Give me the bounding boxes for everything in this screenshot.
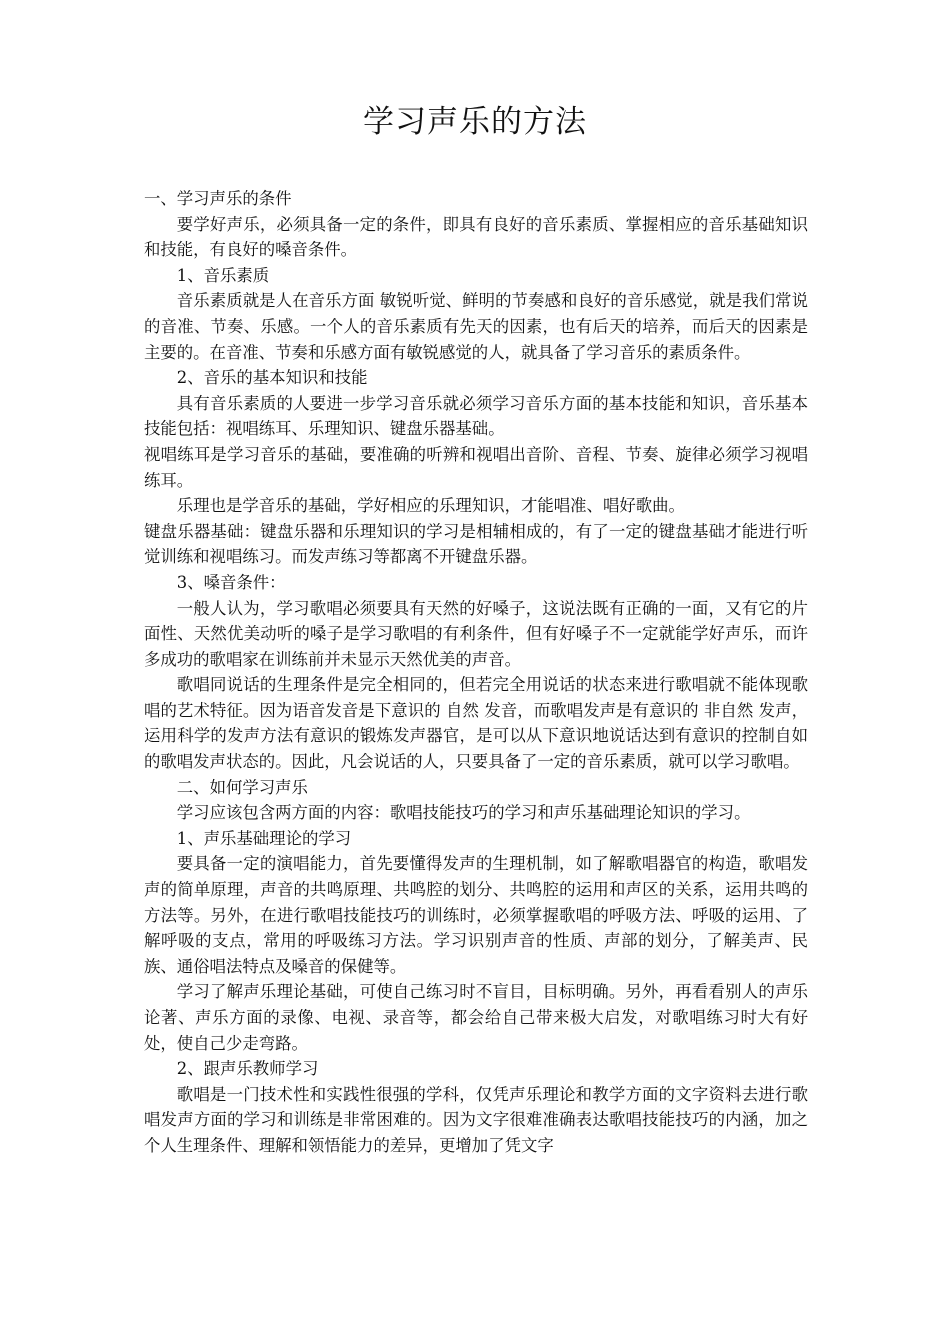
paragraph: 歌唱同说话的生理条件是完全相同的，但若完全用说话的状态来进行歌唱就不能体现歌唱的艺术特征。因为语音发音是下意识的 自然 发音，而歌唱发声是有意识的 非自然 发声，运用科学的发声方法有意识的锻炼发声器官，是可以从下意识地说话达到有意识的控制自如的歌唱发声状态的。因此，凡会说话的人，只要具备了一定的音乐素质，就可以学习歌唱。 — [144, 675, 808, 772]
paragraph: 1、音乐素质 — [176, 265, 270, 285]
paragraph: 学习了解声乐理论基础，可使自己练习时不盲目，目标明确。另外，再看看别人的声乐论著、声乐方面的录像、电视、录音等，都会给自己带来极大启发，对歌唱练习时大有好处，使自己少走弯路。 — [144, 982, 808, 1053]
paragraph: 要具备一定的演唱能力，首先要懂得发声的生理机制，如了解歌唱器官的构造，歌唱发声的简单原理，声音的共鸣原理、共鸣腔的划分、共鸣腔的运用和声区的关系，运用共鸣的方法等。另外，在进行歌唱技能技巧的训练时，必须掌握歌唱的呼吸方法、呼吸的运用、了解呼吸的支点，常用的呼吸练习方法。学习识别声音的性质、声部的划分，了解美声、民族、通俗唱法特点及嗓音的保健等。 — [144, 854, 808, 976]
paragraph: 2、音乐的基本知识和技能 — [176, 368, 368, 388]
document-body — [144, 186, 808, 1159]
paragraph: 1、声乐基础理论的学习 — [176, 828, 352, 848]
paragraph: 音乐素质就是人在音乐方面 敏锐听觉、鲜明的节奏感和良好的音乐感觉，就是我们常说的音准、节奏、乐感。一个人的音乐素质有先天的因素，也有后天的培养，而后天的因素是主要的。在音准、节奏和乐感方面有敏锐感觉的人，就具备了学习音乐的素质条件。 — [144, 291, 808, 362]
paragraph: 二、如何学习声乐 — [176, 777, 308, 797]
paragraph: 视唱练耳是学习音乐的基础，要准确的听辨和视唱出音阶、音程、节奏、旋律必须学习视唱练耳。 — [144, 444, 808, 490]
paragraph: 2、跟声乐教师学习 — [176, 1059, 319, 1079]
paragraph: 要学好声乐，必须具备一定的条件，即具有良好的音乐素质、掌握相应的音乐基础知识和技能，有良好的嗓音条件。 — [144, 214, 808, 260]
paragraph: 乐理也是学音乐的基础，学好相应的乐理知识，才能唱准、唱好歌曲。 — [176, 496, 685, 516]
paragraph: 一般人认为，学习歌唱必须要具有天然的好嗓子，这说法既有正确的一面，又有它的片面性、天然优美动听的嗓子是学习歌唱的有利条件，但有好嗓子不一定就能学好声乐，而许多成功的歌唱家在训练前并未显示天然优美的声音。 — [144, 598, 808, 669]
paragraph: 学习应该包含两方面的内容：歌唱技能技巧的学习和声乐基础理论知识的学习。 — [176, 803, 751, 823]
paragraph: 3、嗓音条件： — [176, 572, 286, 592]
paragraph: 键盘乐器基础：键盘乐器和乐理知识的学习是相辅相成的，有了一定的键盘基础才能进行听觉训练和视唱练习。而发声练习等都离不开键盘乐器。 — [144, 521, 808, 567]
paragraph: 歌唱是一门技术性和实践性很强的学科，仅凭声乐理论和教学方面的文字资料去进行歌唱发声方面的学习和训练是非常困难的。因为文字很难准确表达歌唱技能技巧的内涵，加之个人生理条件、理解和领悟能力的差异，更增加了凭文字 — [144, 1084, 808, 1155]
paragraph: 一、学习声乐的条件 — [144, 189, 292, 208]
document-title: 学习声乐的方法 — [363, 104, 587, 140]
paragraph: 具有音乐素质的人要进一步学习音乐就必须学习音乐方面的基本技能和知识，音乐基本技能包括：视唱练耳、乐理知识、键盘乐器基础。 — [144, 393, 808, 439]
